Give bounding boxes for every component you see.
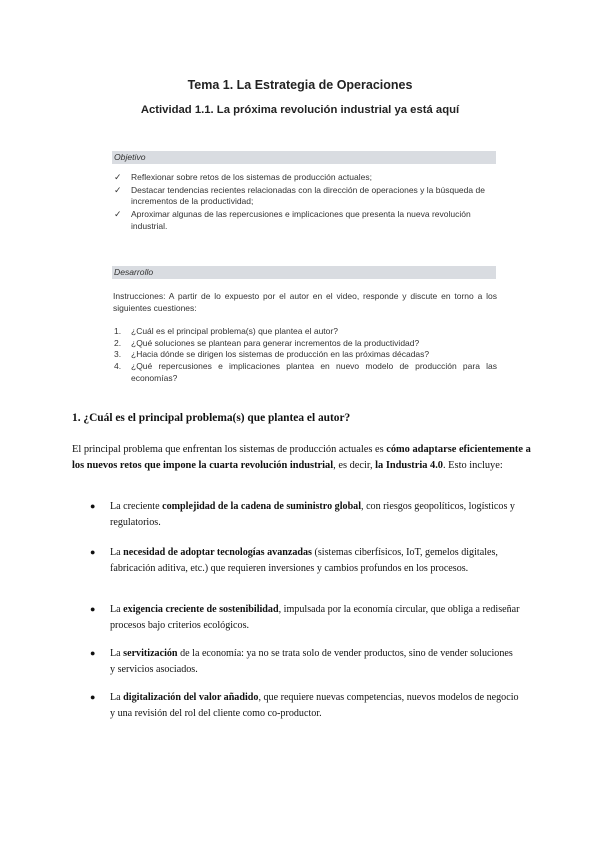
bullet-highlight: servitización (123, 648, 178, 659)
answer-intro (72, 442, 532, 474)
check-icon: ✓ (114, 184, 122, 195)
objective-item-text: Aproximar algunas de las repercusiones e implicaciones que presenta la nueva revolución industrial. (131, 209, 471, 231)
intro-highlight: cómo adaptarse eficientemente a los nuevos retos que impone la cuarta revolución industrial (72, 444, 531, 471)
bullet-dot-icon: ● (90, 547, 96, 557)
bullet-highlight: digitalización del valor añadido (123, 692, 259, 703)
bullet-dot-icon: ● (90, 604, 96, 614)
instructions-text: Instrucciones: A partir de lo expuesto por el autor en el video, responde y discute en torno a los siguientes cuestiones: (113, 291, 497, 313)
answer-bullet (90, 690, 520, 721)
question-number: 3. (114, 349, 122, 360)
question-text: ¿Hacia dónde se dirigen los sistemas de producción en las próximas décadas? (131, 349, 430, 360)
answer-bullet (90, 545, 520, 576)
objective-item-text: Destacar tendencias recientes relacionadas con la dirección de operaciones y la búsqueda de incrementos de la productividad; (131, 184, 485, 207)
intro-text: , es decir, (333, 460, 376, 471)
bullet-text: La (110, 648, 124, 659)
question-text: ¿Cuál es el principal problema(s) que plantea el autor? (131, 326, 338, 336)
questions-list (113, 326, 497, 385)
answer-bullet (90, 646, 520, 677)
objective-item-text: Reflexionar sobre retos de los sistemas de producción actuales; (131, 172, 372, 182)
answer-heading: 1. ¿Cuál es el principal problema(s) que plantea el autor? (72, 412, 351, 424)
bullet-dot-icon: ● (90, 692, 96, 702)
bullet-text: de la economía: ya no se trata solo de vender productos, sino de vender soluciones y servicios asociados. (110, 648, 513, 675)
answer-bullet (90, 499, 520, 530)
bullet-text: La creciente (110, 501, 163, 512)
objective-item (113, 172, 497, 184)
question-item (113, 349, 497, 361)
intro-text: El principal problema que enfrentan los sistemas de producción actuales es (72, 444, 387, 455)
objective-item (113, 209, 497, 232)
bullet-highlight: necesidad de adoptar tecnologías avanzadas (123, 547, 312, 558)
bullet-highlight: complejidad de la cadena de suministro global (162, 501, 362, 512)
question-item (113, 361, 497, 384)
bullet-dot-icon: ● (90, 648, 96, 658)
objective-header-bar: Objetivo (112, 151, 496, 164)
objective-list (113, 172, 497, 234)
bullet-text: La (110, 692, 124, 703)
bullet-text: , impulsada por la economía circular, que obliga a rediseñar procesos bajo criterios ecológicos. (110, 604, 520, 631)
check-icon: ✓ (114, 209, 122, 220)
answer-bullet (90, 602, 520, 633)
question-item (113, 326, 497, 338)
bullet-text: , que requiere nuevas competencias, nuevos modelos de negocio y una revisión del rol del cliente como co-productor. (110, 692, 519, 719)
bullet-highlight: exigencia creciente de sostenibilidad (123, 604, 279, 615)
question-item (113, 338, 497, 350)
bullet-text: , con riesgos geopolíticos, logísticos y regulatorios. (110, 501, 515, 528)
bullet-text: La (110, 547, 124, 558)
question-number: 2. (114, 337, 122, 348)
page-subtitle: Actividad 1.1. La próxima revolución industrial ya está aquí (140, 104, 460, 116)
question-number: 4. (114, 361, 122, 372)
development-header-bar: Desarrollo (112, 266, 496, 279)
page-title: Tema 1. La Estrategia de Operaciones (187, 78, 413, 92)
intro-text: . Esto incluye: (442, 460, 503, 471)
question-number: 1. (114, 326, 122, 336)
question-text: ¿Qué soluciones se plantean para generar incrementos de la productividad? (131, 337, 420, 348)
bullet-dot-icon: ● (90, 501, 96, 511)
question-text: ¿Qué repercusiones e implicaciones plantea en nuevo modelo de producción para las economías? (131, 361, 497, 383)
bullet-text: La (110, 604, 124, 615)
check-icon: ✓ (114, 172, 122, 182)
intro-highlight: la Industria 4.0 (375, 460, 443, 471)
objective-item (113, 185, 497, 208)
bullet-text: (sistemas ciberfísicos, IoT, gemelos digitales, fabricación aditiva, etc.) que requieren inversiones y cambios profundos en los procesos. (110, 547, 498, 574)
